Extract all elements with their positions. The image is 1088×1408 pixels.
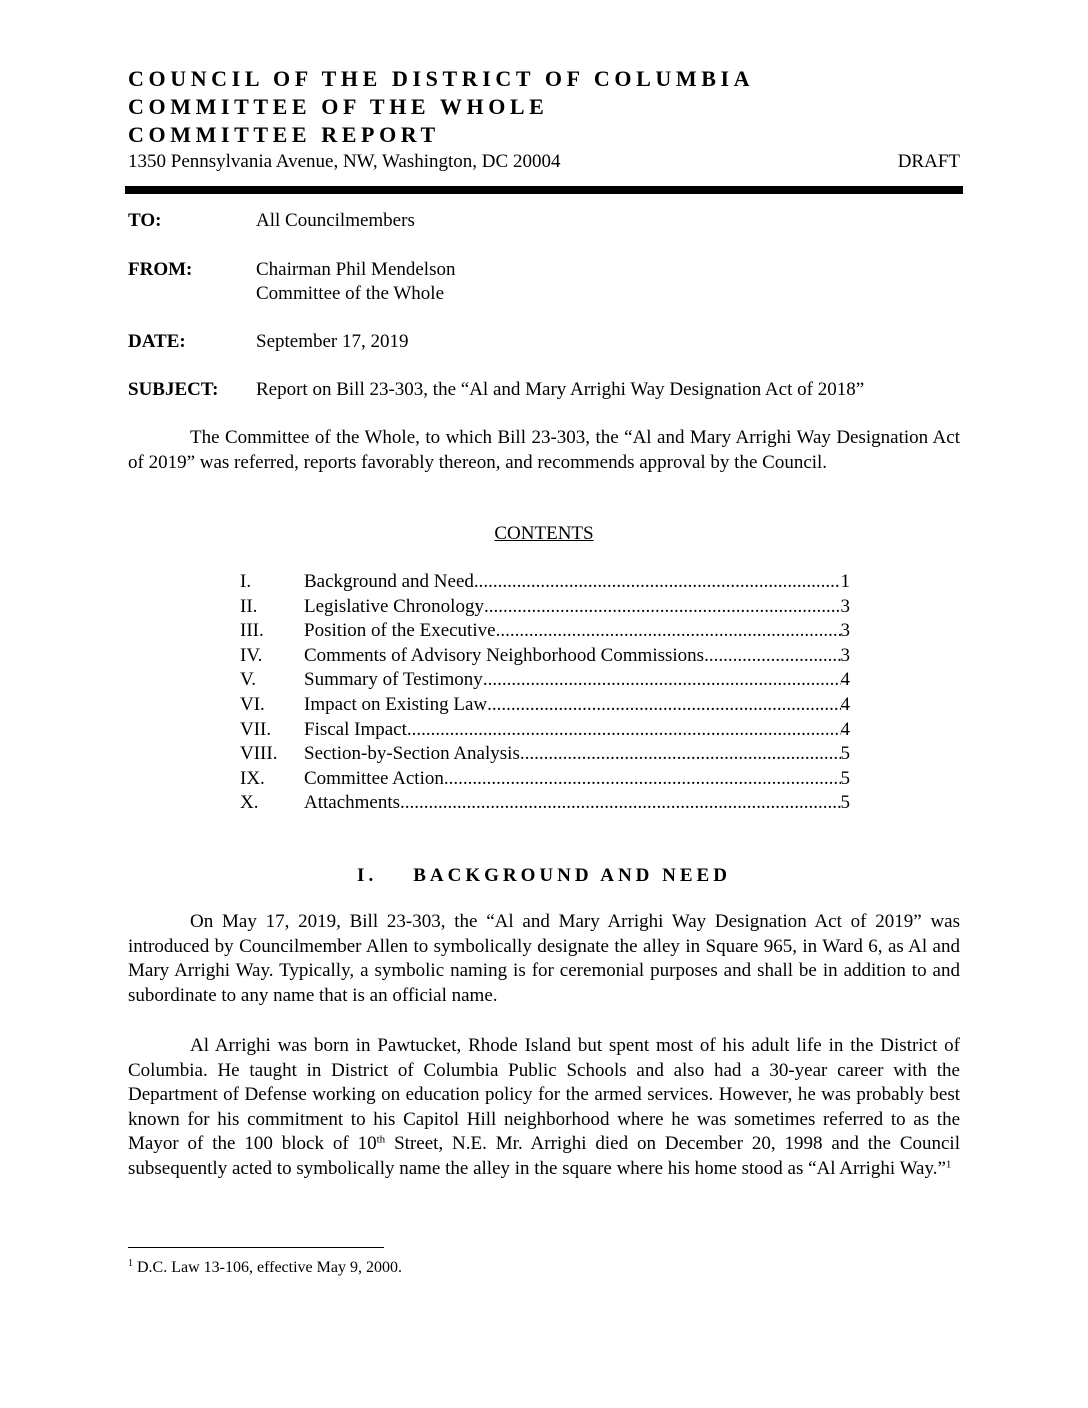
toc-leader-dots bbox=[484, 595, 841, 620]
footnote-separator bbox=[128, 1247, 384, 1248]
toc-entry-page: 4 bbox=[840, 693, 850, 715]
toc-entry-page: 1 bbox=[840, 571, 850, 592]
footnote bbox=[128, 1258, 402, 1278]
toc-entry-page: 4 bbox=[840, 718, 850, 740]
toc-entry bbox=[240, 595, 850, 620]
toc-entry-title: Section-by-Section Analysis bbox=[304, 743, 520, 765]
toc-entry-title: Attachments bbox=[304, 792, 401, 814]
toc-entry-title: Position of the Executive bbox=[304, 620, 496, 642]
toc-entry-number: III. bbox=[240, 620, 264, 642]
toc-leader-dots bbox=[520, 742, 841, 767]
header-rule bbox=[125, 186, 963, 194]
toc-entry-title: Summary of Testimony bbox=[304, 669, 483, 691]
toc-leader-dots bbox=[407, 718, 841, 743]
toc-entry bbox=[240, 693, 850, 718]
toc-entry bbox=[240, 644, 850, 669]
toc-entry-number: VIII. bbox=[240, 743, 278, 765]
to-label: TO: bbox=[128, 210, 162, 231]
toc-entry-title: Legislative Chronology bbox=[304, 595, 484, 617]
committee-name-heading: COMMITTEE OF THE WHOLE bbox=[128, 94, 549, 119]
toc-entry-page: 3 bbox=[840, 644, 850, 666]
toc-entry-page: 5 bbox=[840, 792, 850, 814]
toc-entry-title: Fiscal Impact bbox=[304, 718, 407, 740]
toc-entry-page: 3 bbox=[840, 595, 850, 617]
toc-entry-number: V. bbox=[240, 669, 257, 691]
toc-entry-number: IV. bbox=[240, 644, 263, 666]
footnote-number: 1 bbox=[128, 1258, 133, 1269]
toc-entry-number: X. bbox=[240, 792, 259, 814]
toc-leader-dots bbox=[487, 693, 840, 718]
toc-leader-dots bbox=[496, 619, 841, 644]
subject-value: Report on Bill 23-303, the “Al and Mary Arrighi Way Designation Act of 2018” bbox=[256, 379, 865, 400]
report-type-heading: COMMITTEE REPORT bbox=[128, 122, 440, 147]
toc-entry-number: IX. bbox=[240, 767, 265, 789]
toc-entry-number: I. bbox=[240, 571, 252, 592]
footnote-text: D.C. Law 13-106, effective May 9, 2000. bbox=[133, 1259, 402, 1276]
toc-entry-title: Committee Action bbox=[304, 767, 444, 789]
toc-entry bbox=[240, 718, 850, 743]
toc-leader-dots bbox=[704, 644, 840, 669]
toc-entry-number: VII. bbox=[240, 718, 272, 740]
toc-leader-dots bbox=[444, 767, 841, 792]
toc-entry-page: 3 bbox=[840, 620, 850, 642]
ordinal-superscript: th bbox=[376, 1133, 386, 1146]
toc-entry-title: Background and Need bbox=[304, 571, 474, 592]
from-value-line1: Chairman Phil Mendelson bbox=[256, 259, 456, 280]
date-value: September 17, 2019 bbox=[256, 331, 409, 352]
toc-entry bbox=[240, 668, 850, 693]
section-number: I. bbox=[357, 865, 378, 886]
toc-entry bbox=[240, 619, 850, 644]
toc-entry bbox=[240, 767, 850, 792]
section-title: BACKGROUND AND NEED bbox=[413, 865, 731, 886]
background-paragraph-2 bbox=[128, 1034, 960, 1181]
from-label: FROM: bbox=[128, 259, 193, 280]
section-heading bbox=[0, 864, 1088, 888]
toc-entry-page: 5 bbox=[840, 743, 850, 765]
subject-label: SUBJECT: bbox=[128, 379, 219, 400]
table-of-contents bbox=[240, 570, 850, 816]
from-value-line2: Committee of the Whole bbox=[256, 283, 445, 304]
to-value: All Councilmembers bbox=[256, 210, 415, 231]
toc-entry-number: II. bbox=[240, 595, 258, 617]
toc-entry bbox=[240, 791, 850, 816]
council-address: 1350 Pennsylvania Avenue, NW, Washington, DC 20004 bbox=[128, 151, 561, 172]
toc-entry-number: VI. bbox=[240, 693, 265, 715]
paragraph-text: Al Arrighi was born in Pawtucket, Rhode Island but spent most of his adult life in the District of Columbia. He taught in District of Columbia Public Schools and also had a 30-year career with the Department of Defense working on education policy for the armed services. However, he was probably best known for his commitment to his Capitol Hill neighborhood where he was sometimes referred to as the Mayor of the 100 block of 10 bbox=[128, 1035, 960, 1154]
toc-leader-dots bbox=[400, 791, 840, 816]
toc-entry bbox=[240, 570, 850, 595]
toc-entry-title: Impact on Existing Law bbox=[304, 693, 488, 715]
draft-status: DRAFT bbox=[897, 151, 960, 172]
date-label: DATE: bbox=[128, 331, 186, 352]
footnote-reference: 1 bbox=[945, 1157, 952, 1170]
toc-entry-title: Comments of Advisory Neighborhood Commissions bbox=[304, 644, 705, 666]
intro-paragraph: The Committee of the Whole, to which Bill 23-303, the “Al and Mary Arrighi Way Designation Act of 2019” was referred, reports favorably thereon, and recommends approval by the Council. bbox=[128, 427, 960, 473]
council-name-heading: COUNCIL OF THE DISTRICT OF COLUMBIA bbox=[128, 66, 755, 91]
toc-entry bbox=[240, 742, 850, 767]
contents-title: CONTENTS bbox=[494, 523, 594, 544]
toc-entry-page: 4 bbox=[840, 669, 850, 691]
toc-leader-dots bbox=[483, 668, 841, 693]
toc-entry-page: 5 bbox=[840, 767, 850, 789]
paragraph-text: Street, N.E. Mr. Arrighi died on December 20, 1998 and the Council subsequently acted to symbolically name the alley in the square where his home stood as “Al Arrighi Way.” bbox=[128, 1133, 960, 1179]
toc-leader-dots bbox=[474, 570, 841, 595]
background-paragraph-1: On May 17, 2019, Bill 23-303, the “Al and Mary Arrighi Way Designation Act of 2019” was introduced by Councilmember Allen to symbolically designate the alley in Square 965, in Ward 6, as Al and Mary Arrighi Way. Typically, a symbolic naming is for ceremonial purposes and shall be in addition to and subordinate to any name that is an official name. bbox=[128, 911, 960, 1006]
